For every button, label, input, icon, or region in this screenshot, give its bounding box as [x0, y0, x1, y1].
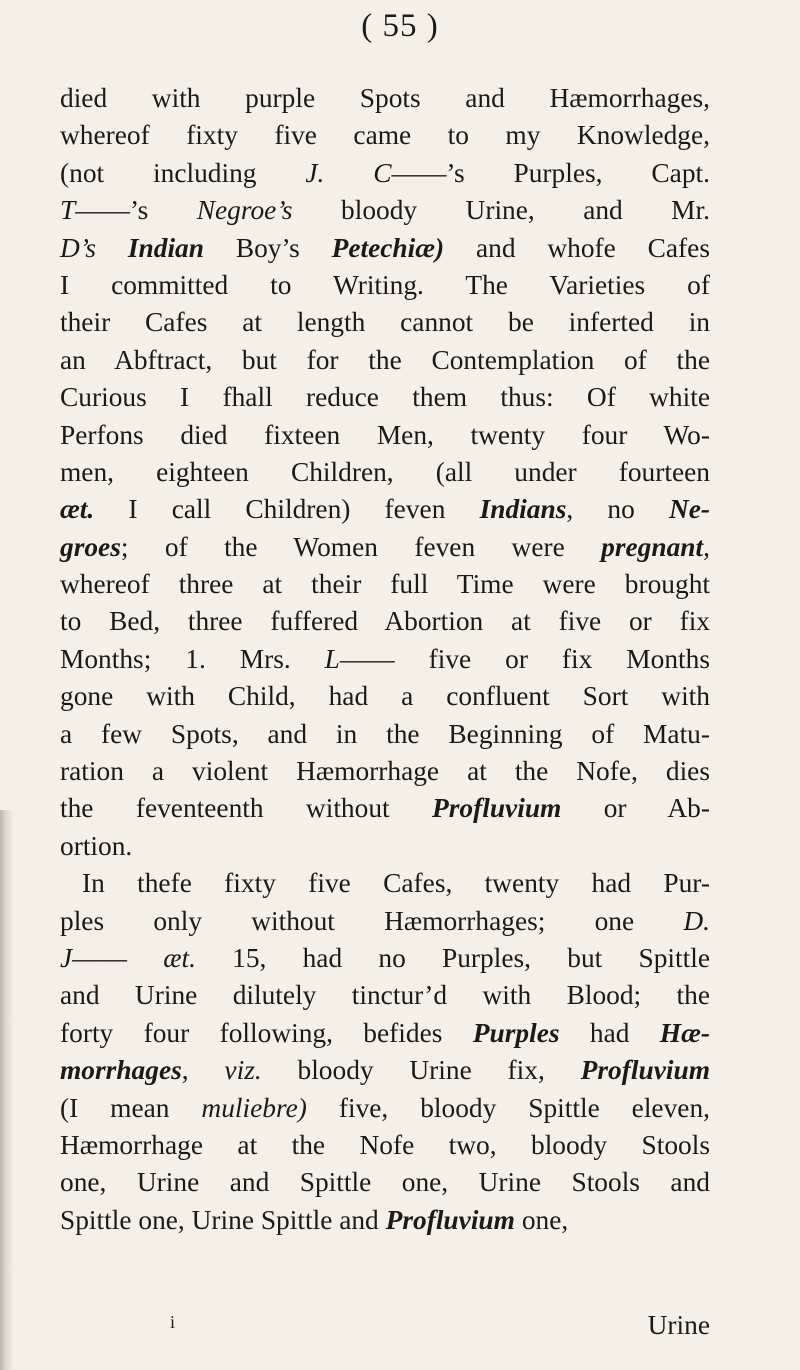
- text-line: [60, 716, 710, 753]
- text-line: [60, 342, 710, 379]
- text-line: [60, 529, 710, 566]
- text-run: I committed to Writing. The Varieties of: [60, 269, 710, 300]
- text-run: Negroe’s: [196, 195, 293, 226]
- text-line: [60, 117, 710, 154]
- text-run: one, Urine and Spittle one, Urine Stools and: [60, 1167, 710, 1198]
- text-run: to Bed, three fuffered Abortion at five or fix: [60, 606, 710, 637]
- text-run: , no: [566, 494, 669, 525]
- text-run: J. C: [305, 157, 392, 188]
- text-run: morrhages: [60, 1055, 182, 1086]
- text-run: Profluvium: [385, 1204, 515, 1235]
- text-line: [60, 379, 710, 416]
- text-line: [60, 566, 710, 603]
- text-line: [60, 491, 710, 528]
- catchword: Urine: [647, 1310, 710, 1340]
- text-run: D’s: [60, 232, 97, 263]
- text-run: Petechiæ): [331, 232, 445, 263]
- text-line: [60, 80, 710, 117]
- text-run: —— five or fix Months: [339, 643, 710, 674]
- text-line: [60, 454, 710, 491]
- text-run: In thefe fixty five Cafes, twenty had Pur-: [82, 868, 710, 899]
- text-run: I call Children) feven: [94, 494, 480, 525]
- text-run: ortion.: [60, 830, 133, 861]
- text-run: D.: [683, 905, 710, 936]
- signature-mark: i: [170, 1312, 176, 1332]
- text-run: Purples: [472, 1017, 560, 1048]
- text-run: Perfons died fixteen Men, twenty four Wo-: [60, 419, 710, 450]
- text-run: ; of the Women feven were: [120, 531, 602, 562]
- body-text: [60, 80, 710, 1239]
- text-line: [60, 790, 710, 827]
- text-run: ,: [181, 1055, 225, 1086]
- text-run: men, eighteen Children, (all under fourteen: [60, 456, 710, 487]
- text-run: bloody Urine fix,: [261, 1055, 581, 1086]
- text-run: 15, had no Purples, but Spittle: [195, 942, 710, 973]
- text-run: one,: [514, 1204, 569, 1235]
- text-line: [60, 865, 710, 902]
- text-run: ——’s: [75, 195, 197, 226]
- text-run: their Cafes at length cannot be inferted in: [60, 307, 710, 338]
- text-line: [60, 641, 710, 678]
- text-run: ——’s Purples, Capt.: [391, 157, 710, 188]
- page-edge-shadow: [0, 810, 14, 1370]
- text-run: ,: [703, 531, 710, 562]
- text-line: [60, 304, 710, 341]
- text-run: T: [60, 195, 76, 226]
- text-run: ——: [72, 942, 164, 973]
- text-run: Indian: [127, 232, 204, 263]
- text-run: [96, 233, 128, 263]
- text-run: ration a violent Hæmorrhage at the Nofe, dies: [60, 756, 710, 787]
- text-line: [60, 1164, 710, 1201]
- text-run: æt.: [163, 942, 196, 973]
- text-line: [60, 603, 710, 640]
- text-run: and Urine dilutely tinctur’d with Blood; the: [60, 980, 710, 1011]
- text-line: [60, 155, 710, 192]
- text-run: an Abftract, but for the Contemplation of the: [60, 344, 710, 375]
- text-run: Hæmorrhage at the Nofe two, bloody Stools: [60, 1129, 710, 1160]
- text-line: [60, 267, 710, 304]
- text-line: [60, 1202, 710, 1239]
- text-run: L: [324, 643, 340, 674]
- text-line: [60, 828, 710, 865]
- text-run: a few Spots, and in the Beginning of Matu-: [60, 718, 710, 749]
- text-run: Spittle one, Urine Spittle and: [60, 1204, 386, 1235]
- text-line: [60, 1127, 710, 1164]
- text-run: Hæ-: [659, 1017, 710, 1048]
- text-run: gone with Child, had a confluent Sort with: [60, 681, 710, 712]
- text-run: Ne-: [668, 494, 710, 525]
- text-run: J: [60, 942, 73, 973]
- text-run: æt.: [60, 494, 95, 525]
- text-run: the feventeenth without: [60, 793, 432, 824]
- text-line: [60, 417, 710, 454]
- text-line: [60, 1090, 710, 1127]
- text-run: had: [559, 1017, 660, 1048]
- text-run: groes: [60, 531, 121, 562]
- text-run: or Ab-: [561, 793, 710, 824]
- text-line: [60, 903, 710, 940]
- text-line: [60, 977, 710, 1014]
- text-run: bloody Urine, and Mr.: [292, 195, 710, 226]
- text-run: ples only without Hæmorrhages; one: [60, 905, 684, 936]
- text-run: muliebre): [201, 1092, 307, 1123]
- text-line: [60, 192, 710, 229]
- text-run: Curious I fhall reduce them thus: Of white: [60, 382, 710, 413]
- text-run: forty four following, befides: [60, 1017, 473, 1048]
- text-run: viz.: [224, 1055, 262, 1086]
- text-run: and whofe Cafes: [444, 232, 710, 263]
- text-run: died with purple Spots and Hæmorrhages,: [60, 83, 710, 113]
- text-run: five, bloody Spittle eleven,: [306, 1092, 710, 1123]
- text-line: [60, 940, 710, 977]
- text-run: pregnant: [601, 531, 704, 562]
- page-number: ( 55 ): [361, 8, 439, 44]
- text-line: [60, 1015, 710, 1052]
- page-footer: [60, 1310, 710, 1350]
- text-run: (I mean: [60, 1092, 202, 1123]
- text-run: whereof three at their full Time were brought: [60, 569, 710, 600]
- text-line: [60, 1052, 710, 1089]
- text-run: Boy’s: [204, 232, 332, 263]
- text-line: [60, 678, 710, 715]
- text-run: (not including: [60, 157, 306, 188]
- text-run: Profluvium: [432, 793, 562, 824]
- text-run: Profluvium: [580, 1055, 710, 1086]
- text-run: whereof fixty five came to my Knowledge,: [60, 120, 710, 151]
- text-line: [60, 230, 710, 267]
- text-run: Months; 1. Mrs.: [60, 643, 325, 674]
- text-line: [60, 753, 710, 790]
- text-run: Indians: [479, 494, 567, 525]
